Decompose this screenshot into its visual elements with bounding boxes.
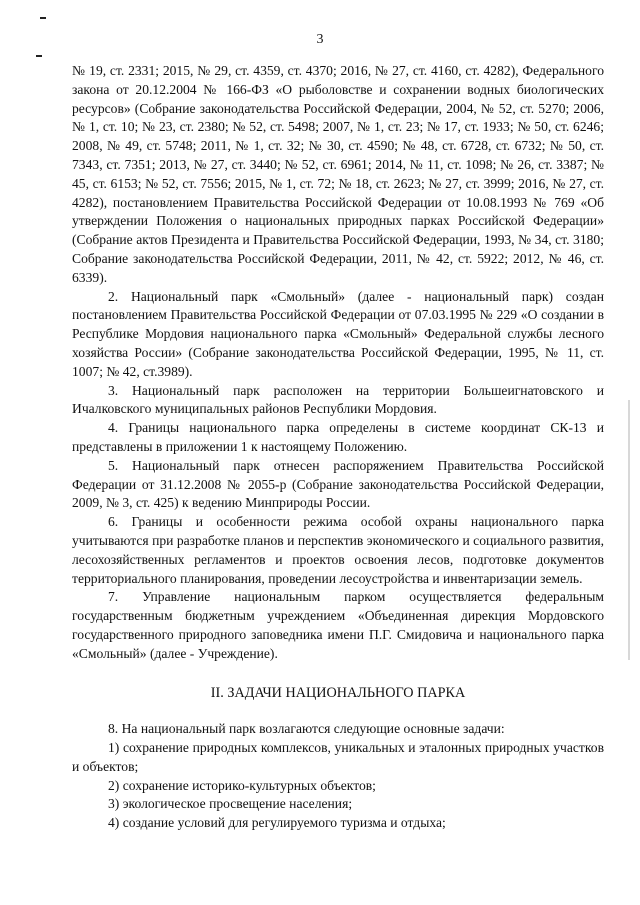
paragraph-3: 3. Национальный парк расположен на территории Большеигнатовского и Ичалковского муниципальных районов Республики Мордовия. [72, 382, 604, 417]
paragraph-2: 2. Национальный парк «Смольный» (далее - национальный парк) создан постановлением Правительства Российской Федерации от 07.03.1995 № 229 «О создании в Республике Мордовия национального парка «Смольный» Федеральной службы лесного хозяйства России» (Собрание законодательства Российской Федерации, 1995, № 11, ст. 1007; № 42, ст.3989). [72, 288, 604, 379]
paragraph-5: 5. Национальный парк отнесен распоряжением Правительства Российской Федерации от 31.12.2008 № 2055-р (Собрание законодательства Российской Федерации, 2009, № 3, ст. 425) к ведению Минприроды России. [72, 457, 604, 511]
paragraph-7: 7. Управление национальным парком осуществляется федеральным государственным бюджетным учреждением «Объединенная дирекция Мордовского государственного природного заповедника имени П.Г. Смидовича и национального парка «Смольный» (далее - Учреждение). [72, 589, 604, 661]
task-item-3: 3) экологическое просвещение населения; [108, 796, 353, 812]
document-body [72, 62, 604, 833]
task-item-4: 4) создание условий для регулируемого туризма и отдыха; [108, 815, 446, 831]
paragraph-6: 6. Границы и особенности режима особой охраны национального парка учитываются при разработке планов и перспектив экономического и социального развития, лесохозяйственных регламентов и проектов освоения лесов, подготовке документов территориального планирования, проведении лесоустройства и инвентаризации земель. [72, 514, 604, 586]
page-number: 3 [316, 32, 324, 47]
task-item-2: 2) сохранение историко-культурных объектов; [108, 777, 376, 793]
section-intro: 8. На национальный парк возлагаются следующие основные задачи: [108, 721, 505, 737]
paragraph-4: 4. Границы национального парка определены в системе координат СК-13 и представлены в приложении 1 к настоящему Положению. [72, 420, 604, 454]
scan-edge [628, 400, 630, 660]
scan-mark [40, 17, 46, 19]
task-item-1: 1) сохранение природных комплексов, уникальных и эталонных природных участков и объектов; [72, 740, 604, 774]
paragraph-continuation: № 19, ст. 2331; 2015, № 29, ст. 4359, ст. 4370; 2016, № 27, ст. 4160, ст. 4282), Федерального закона от 20.12.2004 № 166-ФЗ «О рыболовстве и сохранении водных биологических ресурсов» (Собрание законодательства Российской Федерации, 2004, № 52, ст. 5270; 2006, № 1, ст. 10; № 23, ст. 2380; № 52, ст. 5498; 2007, № 1, ст. 23; № 17, ст. 1933; № 50, ст. 6246; 2008, № 49, ст. 5748; 2011, № 1, ст. 32; № 30, ст. 4590; № 48, ст. 6728, ст. 6732; № 50, ст. 7343, ст. 7351; 2013, № 27, ст. 3440; № 52, ст. 6961; 2014, № 11, ст. 1098; № 26, ст. 3387; № 45, ст. 6153; № 52, ст. 7556; 2015, № 1, ст. 72; № 18, ст. 2623; № 27, ст. 3999; 2016, № 27, ст. 4282), постановлением Правительства Российской Федерации от 10.08.1993 № 769 «Об утверждении Положения о национальных природных парках Российской Федерации» (Собрание актов Президента и Правительства Российской Федерации, 1993, № 34, ст. 3180; Собрание законодательства Российской Федерации, 2011, № 42, ст. 5922; 2012, № 46, ст. 6339). [72, 63, 604, 285]
section-heading: II. ЗАДАЧИ НАЦИОНАЛЬНОГО ПАРКА [210, 684, 466, 701]
scan-mark [36, 55, 42, 57]
